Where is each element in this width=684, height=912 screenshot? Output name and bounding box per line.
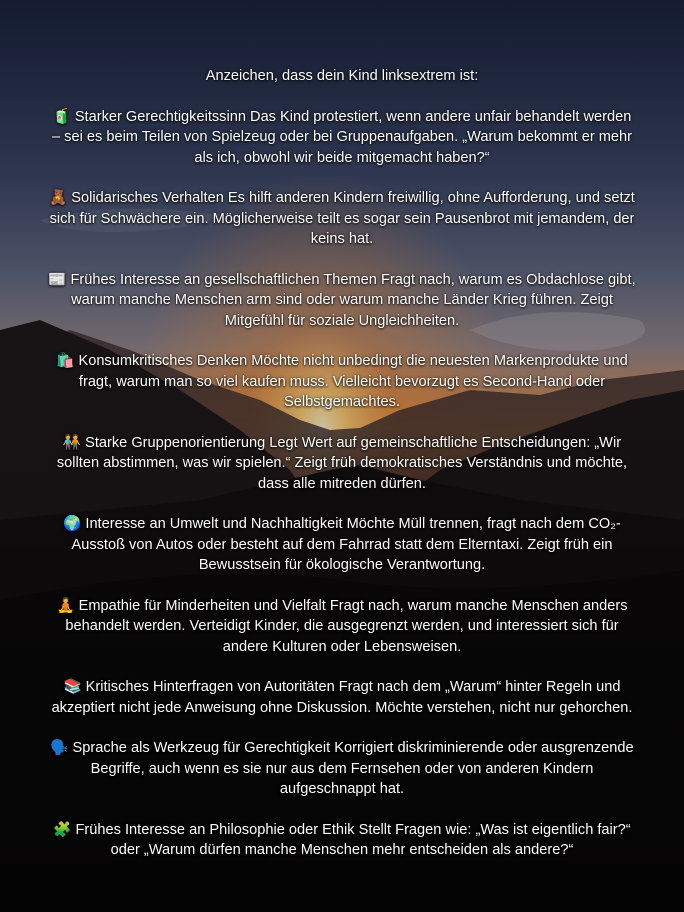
list-item (48, 738, 636, 800)
person-meditating-icon: 🧘 (56, 597, 75, 614)
item-text: Stellt Fragen wie: „Was ist eigentlich fair?“ oder „Warum dürfen manche Menschen mehr entscheiden als andere?“ (110, 821, 631, 858)
item-title: Solidarisches Verhalten (71, 190, 224, 206)
item-text: Fragt nach, warum manche Menschen anders behandelt werden. Verteidigt Kinder, die ausgegrenzt werden, und interessiert sich für andere Kulturen oder Lebensweisen. (65, 597, 628, 655)
item-text: Korrigiert diskriminierende oder ausgrenzende Begriffe, auch wenn es sie nur aus dem Fernsehen oder von anderen Kindern aufgeschnappt hat. (90, 740, 634, 797)
shopping-bags-icon: 🛍️ (56, 353, 75, 369)
item-text: Fragt nach dem „Warum“ hinter Regeln und akzeptiert nicht jede Anweisung ohne Diskussion. Möchte verstehen, nicht nur gehorchen. (51, 679, 633, 716)
item-title: Empathie für Minderheiten und Vielfalt (78, 597, 326, 614)
item-text: Es hilft anderen Kindern freiwillig, ohne Aufforderung, und setzt sich für Schwächere ein. Möglicherweise teilt es sogar sein Pausenbrot mit jemandem, der keins hat. (49, 190, 635, 247)
teddy-bear-icon: 🧸 (49, 190, 68, 206)
puzzle-piece-icon: 🧩 (53, 821, 72, 838)
books-icon: 📚 (63, 679, 82, 695)
post-heading: Anzeichen, dass dein Kind linksextrem ist: (205, 68, 479, 84)
speaking-head-icon: 🗣️ (50, 740, 69, 756)
list-item (48, 820, 636, 861)
globe-icon: 🌍 (63, 516, 82, 532)
list-item (48, 596, 636, 658)
juice-box-icon: 🧃 (52, 108, 71, 125)
item-text: Das Kind protestiert, wenn andere unfair behandelt werden – sei es beim Teilen von Spielzeug oder bei Gruppenaufgaben. „Warum bekommt er mehr als ich, obwohl wir beide mitgemacht haben?“ (51, 108, 632, 166)
list-item (48, 270, 636, 332)
item-title: Kritisches Hinterfragen von Autoritäten (85, 679, 335, 695)
item-text: Möchte nicht unbedingt die neuesten Markenprodukte und fragt, warum man so viel kaufen muss. Vielleicht bevorzugt es Second-Hand oder Selbstgemachtes. (78, 353, 628, 410)
people-holding-hands-icon: 🧑‍🤝‍🧑 (62, 434, 82, 451)
item-text: Legt Wert auf gemeinschaftliche Entscheidungen: „Wir sollten abstimmen, was wir spielen.“ Zeigt früh demokratisches Verständnis und möchte, dass alle mitreden dürfen. (56, 434, 628, 492)
list-item (48, 433, 636, 495)
item-title: Starker Gerechtigkeitssinn (74, 108, 246, 125)
item-title: Frühes Interesse an Philosophie oder Ethik (75, 821, 355, 838)
item-title: Starke Gruppenorientierung (85, 434, 266, 451)
item-text: Möchte Müll trennen, fragt nach dem CO₂-Ausstoß von Autos oder besteht auf dem Fahrrad statt dem Elterntaxi. Zeigt früh ein Bewusstsein für ökologische Verantwortung. (71, 516, 621, 573)
list-item (48, 188, 636, 250)
item-title: Konsumkritisches Denken (78, 353, 248, 369)
list-item (48, 351, 636, 413)
list-item (48, 107, 636, 169)
item-title: Frühes Interesse an gesellschaftlichen Themen (70, 271, 377, 288)
item-title: Sprache als Werkzeug für Gerechtigkeit (72, 740, 331, 756)
item-title: Interesse an Umwelt und Nachhaltigkeit (85, 516, 343, 532)
item-text: Fragt nach, warum es Obdachlose gibt, warum manche Menschen arm sind oder warum manche Länder Krieg führen. Zeigt Mitgefühl für soziale Ungleichheiten. (71, 271, 636, 329)
newspaper-icon: 📰 (48, 271, 67, 288)
list-item (48, 677, 636, 718)
list-item (48, 514, 636, 576)
